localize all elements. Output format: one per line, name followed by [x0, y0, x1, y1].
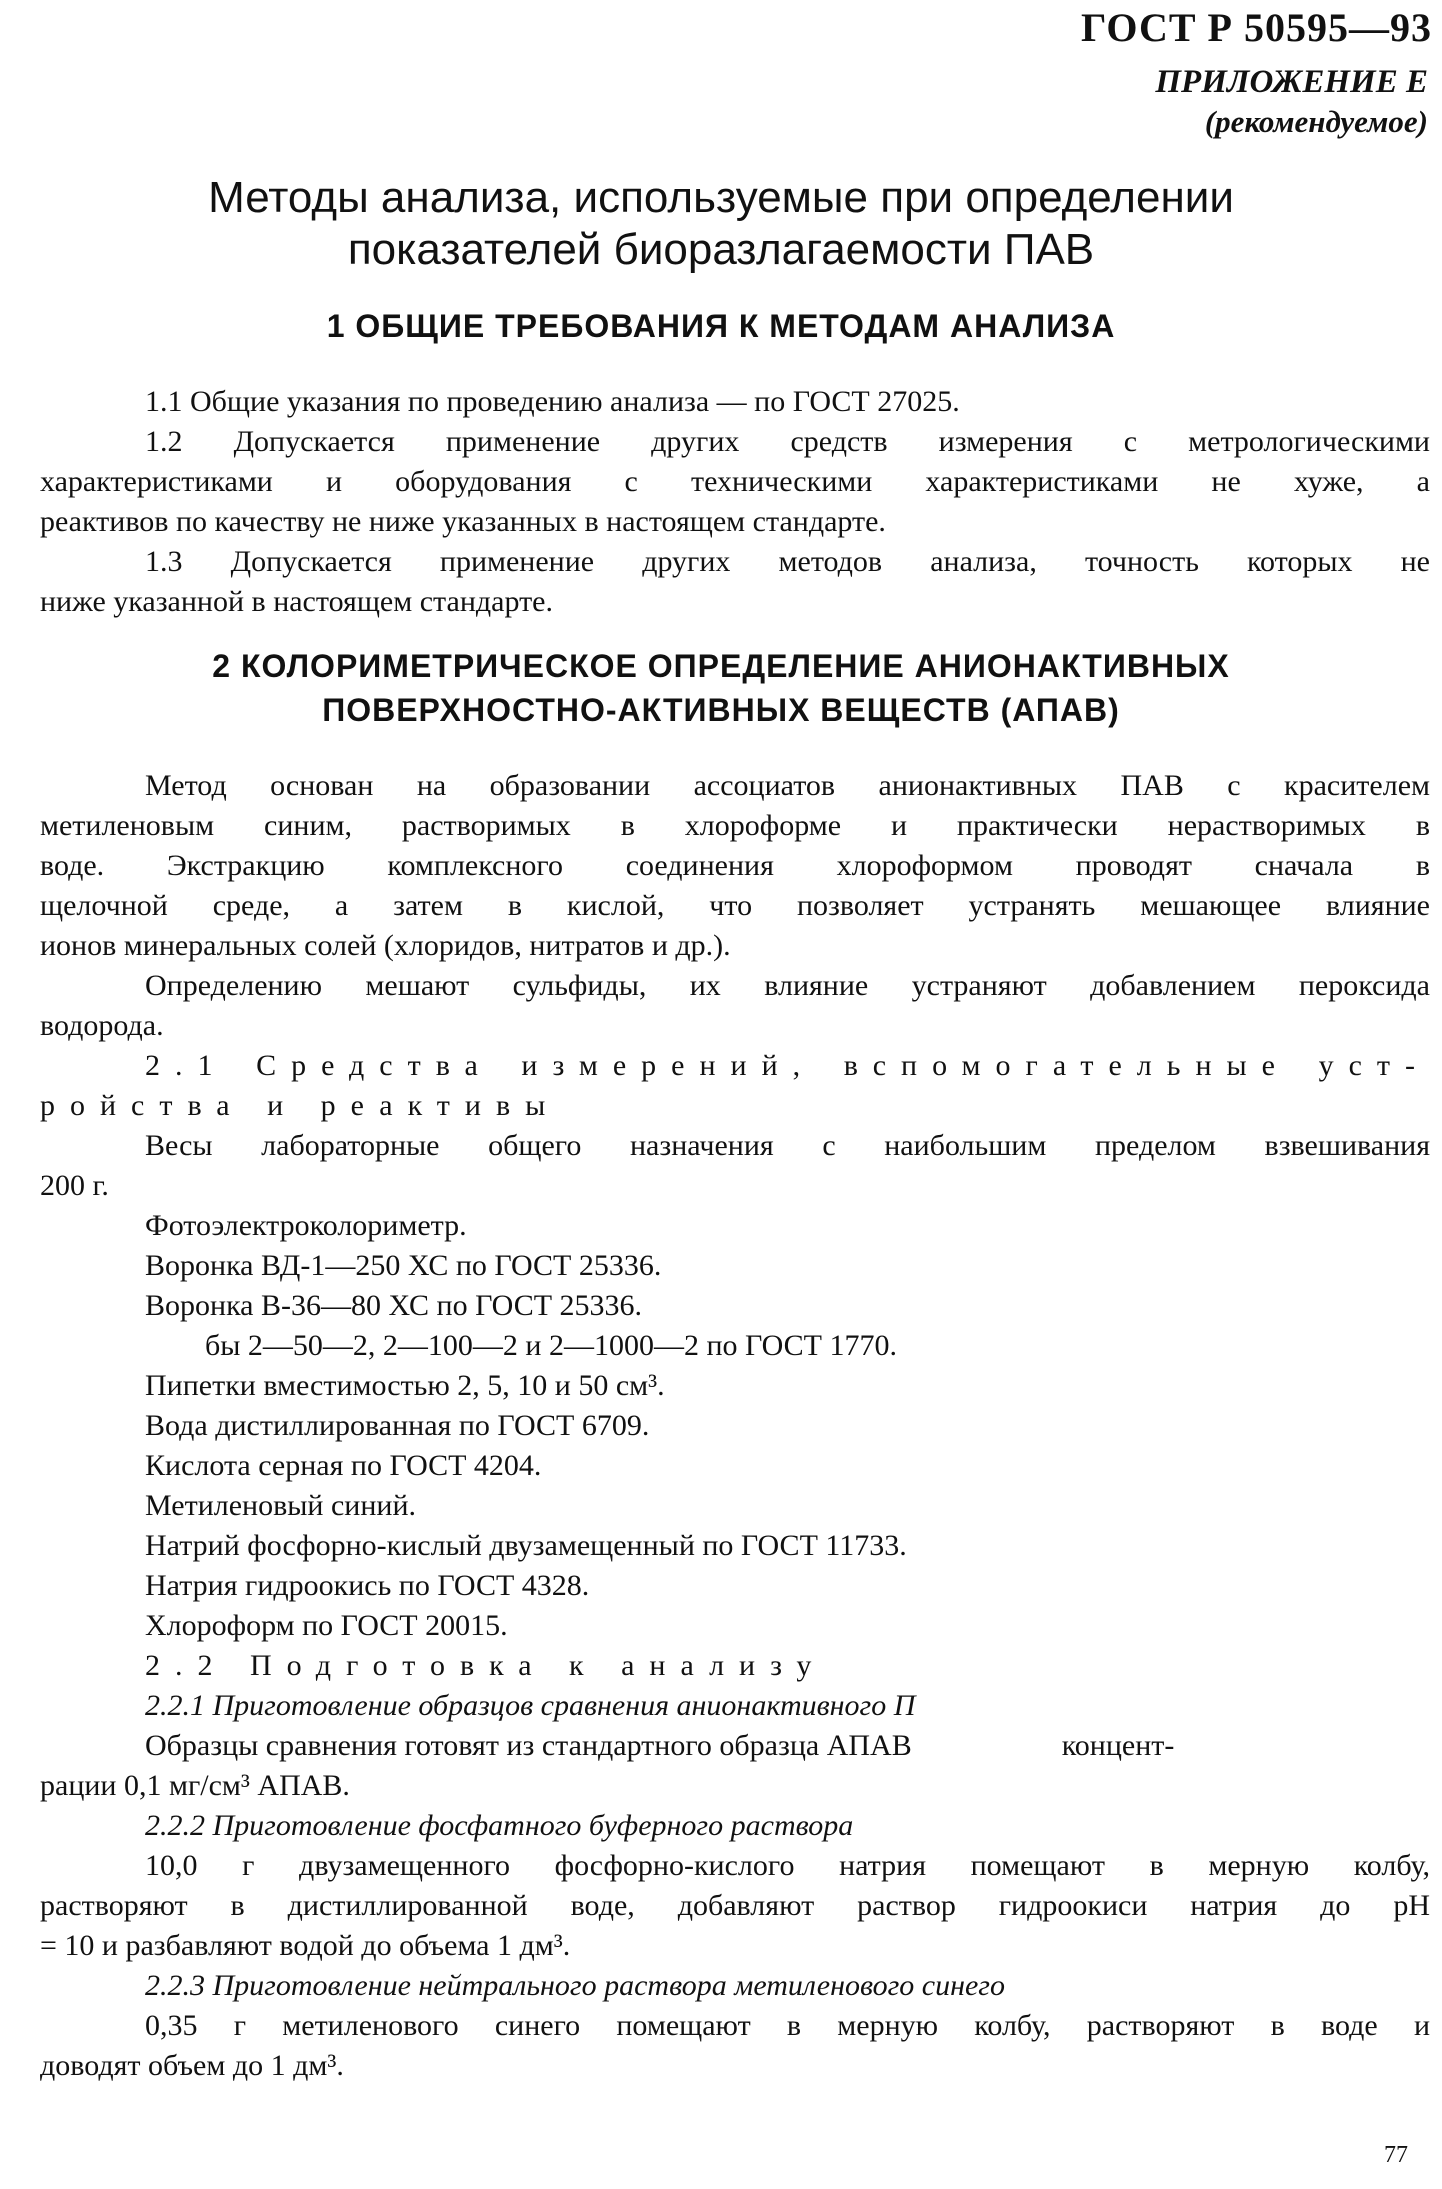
interference-line-1: Определению мешают сульфиды, их влияние устраняют добавлением пероксида — [145, 969, 1430, 1002]
subsection-2-2: 2.2 Подготовка к анализу — [145, 1649, 827, 1682]
interference-line-2: водорода. — [40, 1009, 164, 1042]
subsection-2-1-line-2: ройства и реактивы — [40, 1089, 561, 1122]
para-2-2-1-line-2: рации 0,1 мг/см³ АПАВ. — [40, 1769, 350, 1802]
section-1-heading: 1 ОБЩИЕ ТРЕБОВАНИЯ К МЕТОДАМ АНАЛИЗА — [326, 308, 1116, 344]
para-1-3-line-2: ниже указанной в настоящем стандарте. — [40, 585, 553, 618]
title-line-2: показателей биоразлагаемости ПАВ — [347, 225, 1095, 274]
para-1-2-line-3: реактивов по качеству не ниже указанных в настоящем стандарте. — [40, 505, 886, 538]
standard-code: ГОСТ Р 50595—93 — [1080, 5, 1432, 50]
subsection-2-2-1: 2.2.1 Приготовление образцов сравнения анионактивного П — [145, 1689, 916, 1722]
para-1-2-line-1: 1.2 Допускается применение других средств измерения с метрологическими — [145, 425, 1430, 458]
item-scales-line-1: Весы лабораторные общего назначения с наибольшим пределом взвешивания — [145, 1129, 1430, 1162]
item-funnel-2: Воронка В-36—80 ХС по ГОСТ 25336. — [145, 1289, 643, 1322]
para-2-2-2-line-2: растворяют в дистиллированной воде, добавляют раствор гидроокиси натрия до pH — [40, 1889, 1430, 1922]
method-line-1: Метод основан на образовании ассоциатов анионактивных ПАВ с красителем — [145, 769, 1430, 802]
item-flasks: бы 2—50—2, 2—100—2 и 2—1000—2 по ГОСТ 1770. — [205, 1329, 897, 1362]
subsection-2-2-3: 2.2.3 Приготовление нейтрального раствора метиленового синего — [145, 1969, 1005, 2002]
page-number: 77 — [1384, 2142, 1408, 2168]
item-photocolorimeter: Фотоэлектроколориметр. — [145, 1209, 467, 1242]
section-2-heading-line-2: ПОВЕРХНОСТНО-АКТИВНЫХ ВЕЩЕСТВ (АПАВ) — [322, 692, 1120, 728]
item-water: Вода дистиллированная по ГОСТ 6709. — [145, 1409, 650, 1442]
title-line-1: Методы анализа, используемые при определении — [208, 173, 1234, 222]
item-chloroform: Хлороформ по ГОСТ 20015. — [145, 1609, 508, 1642]
para-1-2-line-2: характеристиками и оборудования с техническими характеристиками не хуже, а — [40, 465, 1430, 498]
method-line-2: метиленовым синим, растворимых в хлороформе и практически нерастворимых в — [40, 809, 1430, 842]
item-funnel-1: Воронка ВД-1—250 ХС по ГОСТ 25336. — [145, 1249, 662, 1282]
subsection-2-2-2: 2.2.2 Приготовление фосфатного буферного раствора — [145, 1809, 854, 1842]
item-scales-line-2: 200 г. — [40, 1169, 109, 1202]
item-sulfuric-acid: Кислота серная по ГОСТ 4204. — [145, 1449, 542, 1482]
para-2-2-2-line-3: = 10 и разбавляют водой до объема 1 дм³. — [40, 1929, 571, 1962]
annex-type: (рекомендуемое) — [1204, 104, 1428, 139]
annex-label: ПРИЛОЖЕНИЕ Е — [1155, 64, 1428, 100]
item-methylene-blue: Метиленовый синий. — [145, 1489, 417, 1522]
para-2-2-3-line-1: 0,35 г метиленового синего помещают в мерную колбу, растворяют в воде и — [145, 2009, 1430, 2042]
subsection-2-1-line-1: 2.1 Средства измерений, вспомогательные уст- — [145, 1049, 1430, 1082]
item-pipettes: Пипетки вместимостью 2, 5, 10 и 50 см³. — [145, 1369, 665, 1402]
document-title — [0, 172, 1442, 276]
section-2-heading-line-1: 2 КОЛОРИМЕТРИЧЕСКОЕ ОПРЕДЕЛЕНИЕ АНИОНАКТИВНЫХ — [212, 648, 1230, 684]
para-1-1: 1.1 Общие указания по проведению анализа — по ГОСТ 27025. — [145, 385, 960, 418]
method-line-4: щелочной среде, а затем в кислой, что позволяет устранять мешающее влияние — [40, 889, 1430, 922]
para-2-2-2-line-1: 10,0 г двузамещенного фосфорно-кислого натрия помещают в мерную колбу, — [145, 1849, 1430, 1882]
para-2-2-1-line-1: Образцы сравнения готовят из стандартного образца АПАВ концент- — [145, 1729, 1175, 1762]
method-line-5: ионов минеральных солей (хлоридов, нитратов и др.). — [40, 929, 731, 962]
para-2-2-3-line-2: доводят объем до 1 дм³. — [40, 2049, 344, 2082]
method-line-3: воде. Экстракцию комплексного соединения хлороформом проводят сначала в — [40, 849, 1430, 882]
para-1-3-line-1: 1.3 Допускается применение других методов анализа, точность которых не — [145, 545, 1430, 578]
item-sodium-phosphate: Натрий фосфорно-кислый двузамещенный по ГОСТ 11733. — [145, 1529, 907, 1562]
item-sodium-hydroxide: Натрия гидроокись по ГОСТ 4328. — [145, 1569, 590, 1602]
